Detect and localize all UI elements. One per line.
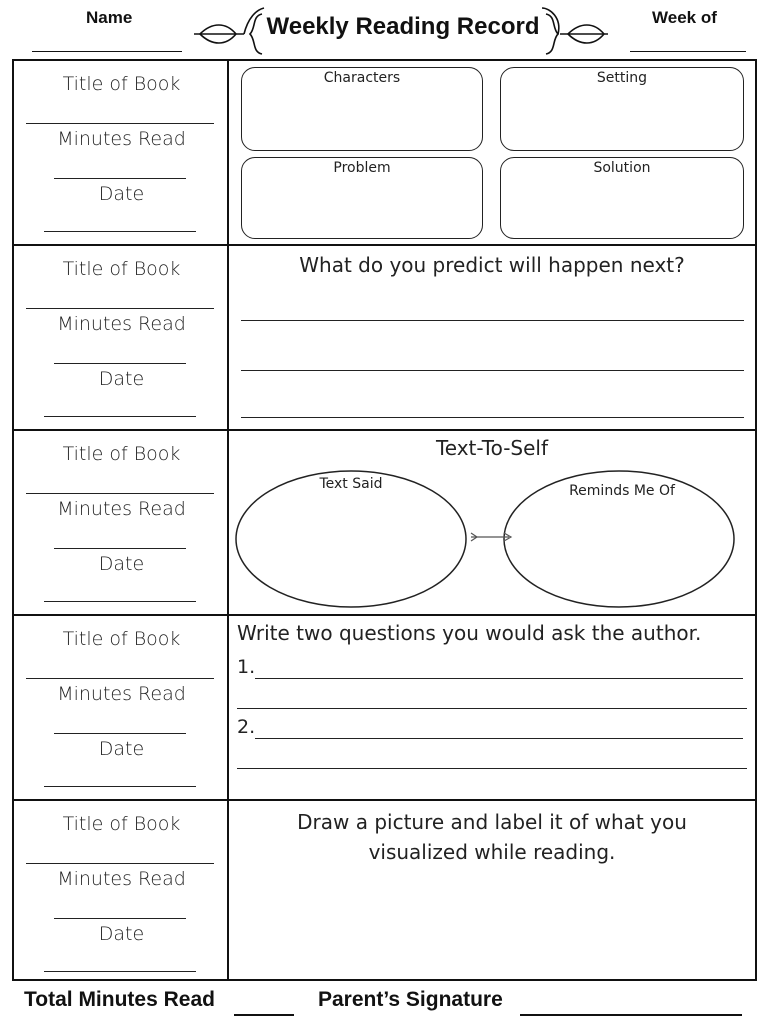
- minutes-read-label: Minutes Read: [57, 313, 186, 335]
- total-minutes-blank[interactable]: [234, 1014, 294, 1016]
- minutes-read-blank[interactable]: [54, 548, 186, 549]
- week-of-label: Week of: [652, 8, 717, 27]
- prediction-section: [229, 246, 755, 429]
- book-entry-3: [14, 431, 229, 614]
- question-2-line-a[interactable]: [255, 738, 743, 739]
- questions-prompt: Write two questions you would ask the author.: [237, 621, 702, 645]
- question-1-line-b[interactable]: [237, 708, 747, 709]
- entry-row-3: [14, 431, 755, 616]
- characters-box[interactable]: [241, 67, 483, 151]
- worksheet-title: Weekly Reading Record: [266, 13, 540, 40]
- story-elements-section: [229, 61, 755, 244]
- author-questions-section: [229, 616, 755, 799]
- minutes-read-label: Minutes Read: [57, 498, 186, 520]
- title-of-book-label: Title of Book: [62, 628, 181, 650]
- problem-box[interactable]: [241, 157, 483, 239]
- title-of-book-blank[interactable]: [26, 123, 214, 124]
- name-label: Name: [86, 8, 133, 27]
- total-minutes-label: Total Minutes Read: [24, 988, 215, 1011]
- title-of-book-blank[interactable]: [26, 308, 214, 309]
- date-blank[interactable]: [44, 601, 196, 602]
- entry-row-1: [14, 61, 755, 246]
- parent-signature-blank[interactable]: [520, 1014, 742, 1016]
- answer-line-3[interactable]: [241, 417, 744, 418]
- question-2-number: 2.: [237, 716, 256, 738]
- date-label: Date: [98, 923, 145, 945]
- worksheet-header: [0, 0, 770, 60]
- text-said-label: Text Said: [319, 476, 383, 492]
- entry-row-2: [14, 246, 755, 431]
- name-blank[interactable]: [32, 51, 182, 52]
- minutes-read-blank[interactable]: [54, 363, 186, 364]
- date-label: Date: [98, 738, 145, 760]
- book-entry-5: [14, 801, 229, 979]
- question-1-line-a[interactable]: [255, 678, 743, 679]
- solution-label: Solution: [593, 160, 651, 176]
- text-to-self-section: [229, 431, 755, 614]
- title-of-book-label: Title of Book: [62, 73, 181, 95]
- date-blank[interactable]: [44, 231, 196, 232]
- prediction-prompt: What do you predict will happen next?: [299, 253, 685, 277]
- date-label: Date: [98, 368, 145, 390]
- question-2-line-b[interactable]: [237, 768, 747, 769]
- minutes-read-blank[interactable]: [54, 178, 186, 179]
- title-of-book-label: Title of Book: [62, 258, 181, 280]
- minutes-read-label: Minutes Read: [57, 683, 186, 705]
- setting-label: Setting: [596, 70, 648, 86]
- visualize-prompt-line-2: visualized while reading.: [368, 840, 616, 864]
- visualize-drawing-section[interactable]: [229, 801, 755, 979]
- date-blank[interactable]: [44, 416, 196, 417]
- title-of-book-blank[interactable]: [26, 493, 214, 494]
- minutes-read-label: Minutes Read: [57, 868, 186, 890]
- entry-row-4: [14, 616, 755, 801]
- text-to-self-title: Text-To-Self: [435, 436, 549, 460]
- setting-box[interactable]: [500, 67, 744, 151]
- question-1-number: 1.: [237, 656, 256, 678]
- reading-record-grid: [12, 59, 757, 981]
- date-label: Date: [98, 183, 145, 205]
- problem-label: Problem: [333, 160, 391, 176]
- minutes-read-label: Minutes Read: [57, 128, 186, 150]
- title-of-book-label: Title of Book: [62, 813, 181, 835]
- week-of-blank[interactable]: [630, 51, 746, 52]
- reminds-me-of-label: Reminds Me Of: [569, 483, 675, 499]
- title-of-book-label: Title of Book: [62, 443, 181, 465]
- date-label: Date: [98, 553, 145, 575]
- title-of-book-blank[interactable]: [26, 863, 214, 864]
- answer-line-2[interactable]: [241, 370, 744, 371]
- solution-box[interactable]: [500, 157, 744, 239]
- parent-signature-label: Parent’s Signature: [318, 988, 503, 1011]
- minutes-read-blank[interactable]: [54, 733, 186, 734]
- title-of-book-blank[interactable]: [26, 678, 214, 679]
- entry-row-5: [14, 801, 755, 979]
- date-blank[interactable]: [44, 786, 196, 787]
- book-entry-2: [14, 246, 229, 429]
- minutes-read-blank[interactable]: [54, 918, 186, 919]
- characters-label: Characters: [323, 70, 401, 86]
- answer-line-1[interactable]: [241, 320, 744, 321]
- date-blank[interactable]: [44, 971, 196, 972]
- book-entry-1: [14, 61, 229, 244]
- text-to-self-diagram: [229, 431, 755, 614]
- visualize-prompt-line-1: Draw a picture and label it of what you: [297, 810, 687, 834]
- book-entry-4: [14, 616, 229, 799]
